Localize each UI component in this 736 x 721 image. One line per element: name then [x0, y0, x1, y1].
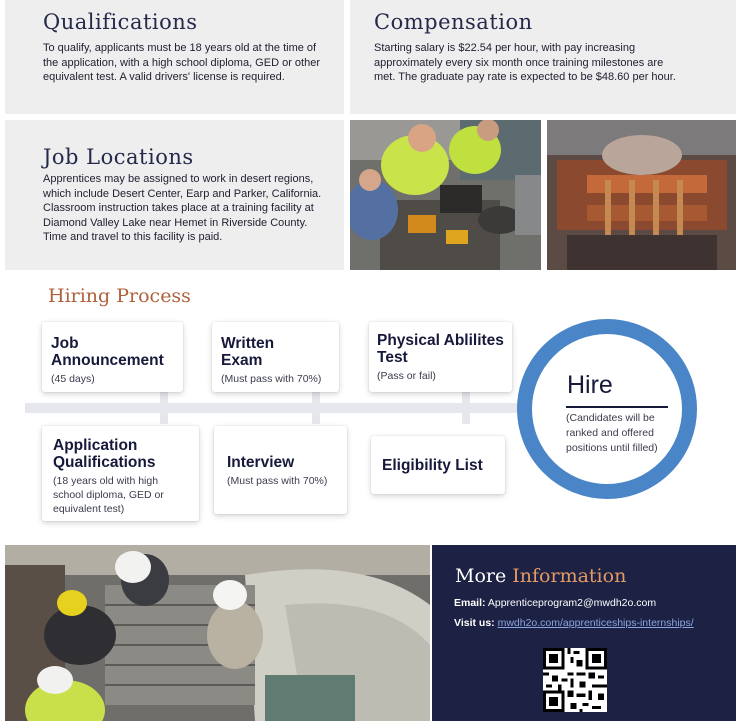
workers-photo: [5, 545, 430, 721]
hire-sub: (Candidates will be ranked and offered positions until filled): [566, 412, 658, 454]
equipment-photo: [547, 120, 736, 270]
step-eligibility-list: [371, 436, 505, 494]
step-head: Job Announcement: [51, 335, 164, 369]
qualifications-text: To qualify, applicants must be 18 years old at the time of the application, with a high school diploma, GED or other equivalent test. A valid drivers' license is required.: [43, 42, 320, 83]
more-information-title-accent: Information: [512, 565, 627, 587]
visit-link[interactable]: mwdh2o.com/apprenticeships-internships/: [497, 617, 694, 629]
hire-underline: [566, 406, 668, 408]
step-sub: (Must pass with 70%): [227, 475, 328, 487]
step-head: Physical Ablilites Test: [377, 332, 504, 366]
step-sub: (45 days): [51, 373, 95, 385]
step-head: Interview: [227, 454, 295, 471]
visit-line: [454, 617, 694, 629]
hiring-process-title: Hiring Process: [48, 285, 191, 307]
compensation-text: Starting salary is $22.54 per hour, with pay increasing approximately every six month once training milestones are met. The graduate pay rate is expected to be $48.60 per hour.: [374, 42, 676, 83]
step-head: Application Qualifications: [53, 437, 156, 471]
qr-code[interactable]: [543, 648, 607, 712]
email-label: Email:: [454, 597, 486, 609]
step-written-exam: [212, 322, 339, 392]
step-head: Eligibility List: [382, 457, 483, 474]
step-sub: (18 years old with high school diploma, GED or equivalent test): [53, 475, 164, 515]
visit-label: Visit us:: [454, 617, 495, 629]
step-sub: (Pass or fail): [377, 370, 436, 382]
step-application-qualifications: [42, 426, 199, 521]
job-locations-text: Apprentices may be assigned to work in desert regions, which include Desert Center, Earp and Parker, California. Classroom instruction takes place at a training facility at Diamond Valley Lake near Hemet in Riverside County. Time and travel to this facility is paid.: [43, 173, 322, 243]
timeline-tick: [462, 390, 470, 424]
job-locations-panel: [5, 120, 344, 270]
qualifications-panel: [5, 0, 344, 114]
timeline-tick: [160, 390, 168, 424]
more-information-title: [455, 565, 626, 587]
more-information-panel: [432, 545, 736, 721]
qualifications-title: Qualifications: [43, 10, 198, 34]
timeline-tick: [312, 390, 320, 424]
step-physical-abilities-test: [369, 322, 512, 392]
step-sub: (Must pass with 70%): [221, 373, 322, 385]
compensation-panel: [350, 0, 736, 114]
step-interview: [214, 426, 347, 514]
workshop-photo: [350, 120, 541, 270]
job-locations-title: Job Locations: [43, 145, 194, 169]
email-line: [454, 597, 656, 609]
compensation-title: Compensation: [374, 10, 533, 34]
email-address[interactable]: Apprenticeprogram2@mwdh2o.com: [487, 597, 657, 609]
step-head: Written Exam: [221, 335, 275, 369]
step-job-announcement: [42, 322, 183, 392]
more-information-title-main: More: [455, 565, 507, 587]
hire-circle: [517, 319, 697, 499]
hire-title: Hire: [567, 371, 613, 399]
